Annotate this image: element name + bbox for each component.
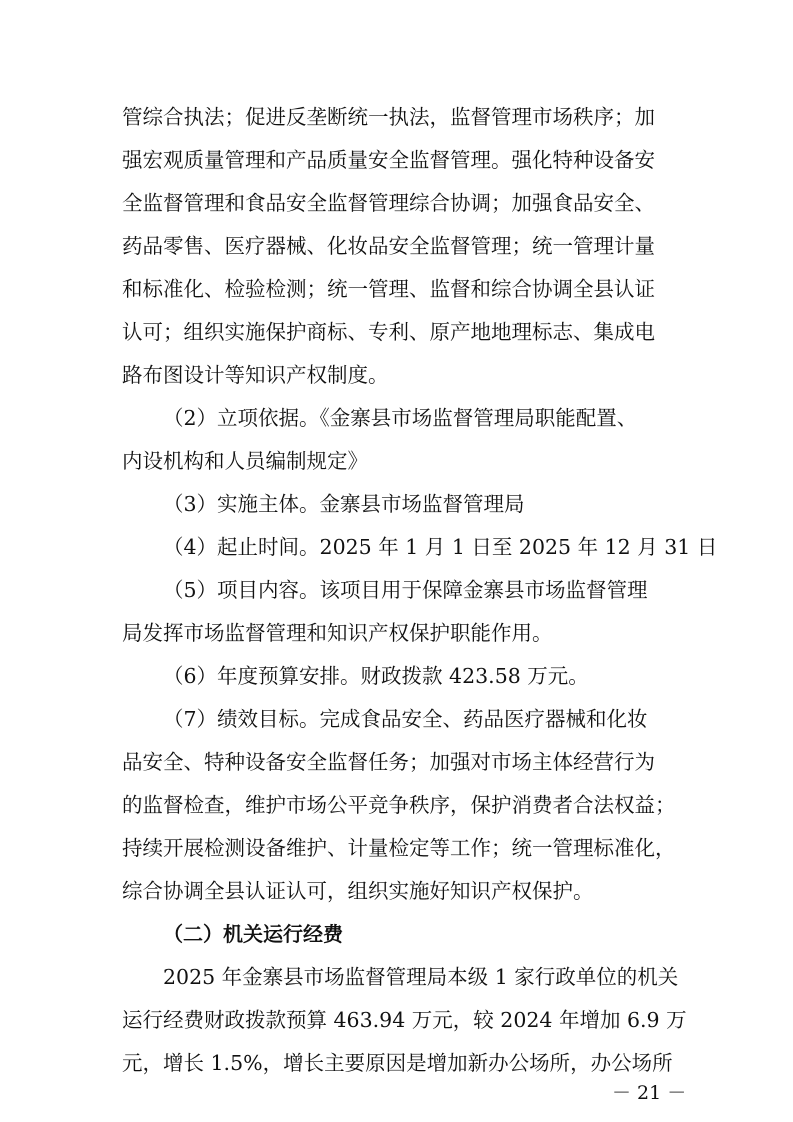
body-text-line: 的监督检查，维护市场公平竞争秩序，保护消费者合法权益； bbox=[122, 793, 676, 817]
paragraph-project-content: （5）项目内容。该项目用于保障金寨县市场监督管理 bbox=[163, 578, 648, 602]
body-text-line: 持续开展检测设备维护、计量检定等工作；统一管理标准化， bbox=[122, 836, 676, 860]
body-text-line: 全监督管理和食品安全监督管理综合协调；加强食品安全、 bbox=[122, 191, 655, 215]
paragraph-project-basis: （2）立项依据。《金寨县市场监督管理局职能配置、 bbox=[163, 406, 638, 430]
body-text-line: 元，增长 1.5%，增长主要原因是增加新办公场所，办公场所 bbox=[122, 1051, 673, 1075]
body-text-line: 综合协调全县认证认可，组织实施好知识产权保护。 bbox=[122, 879, 594, 903]
body-text-line: 运行经费财政拨款预算 463.94 万元，较 2024 年增加 6.9 万 bbox=[122, 1008, 687, 1032]
paragraph-performance-target: （7）绩效目标。完成食品安全、药品医疗器械和化妆 bbox=[163, 707, 648, 731]
body-text-line: 强宏观质量管理和产品质量安全监督管理。强化特种设备安 bbox=[122, 148, 655, 172]
section-heading: （二）机关运行经费 bbox=[163, 922, 343, 946]
paragraph-operating-funds: 2025 年金寨县市场监督管理局本级 1 家行政单位的机关 bbox=[163, 965, 679, 989]
page-number: － 21 － bbox=[612, 1082, 687, 1104]
body-text-line: 品安全、特种设备安全监督任务；加强对市场主体经营行为 bbox=[122, 750, 655, 774]
body-text-line: 和标准化、检验检测；统一管理、监督和综合协调全县认证 bbox=[122, 277, 655, 301]
body-text-line: 药品零售、医疗器械、化妆品安全监督管理；统一管理计量 bbox=[122, 234, 655, 258]
body-text-line: 认可；组织实施保护商标、专利、原产地地理标志、集成电 bbox=[122, 320, 655, 344]
paragraph-period: （4）起止时间。2025 年 1 月 1 日至 2025 年 12 月 31 日 bbox=[163, 535, 718, 559]
body-text-line: 局发挥市场监督管理和知识产权保护职能作用。 bbox=[122, 621, 553, 645]
body-text-line: 路布图设计等知识产权制度。 bbox=[122, 363, 389, 387]
body-text-line: 内设机构和人员编制规定》 bbox=[122, 449, 368, 473]
paragraph-implementing-body: （3）实施主体。金寨县市场监督管理局 bbox=[163, 492, 525, 516]
body-text-line: 管综合执法；促进反垄断统一执法，监督管理市场秩序；加 bbox=[122, 105, 655, 129]
paragraph-annual-budget: （6）年度预算安排。财政拨款 423.58 万元。 bbox=[163, 664, 589, 688]
